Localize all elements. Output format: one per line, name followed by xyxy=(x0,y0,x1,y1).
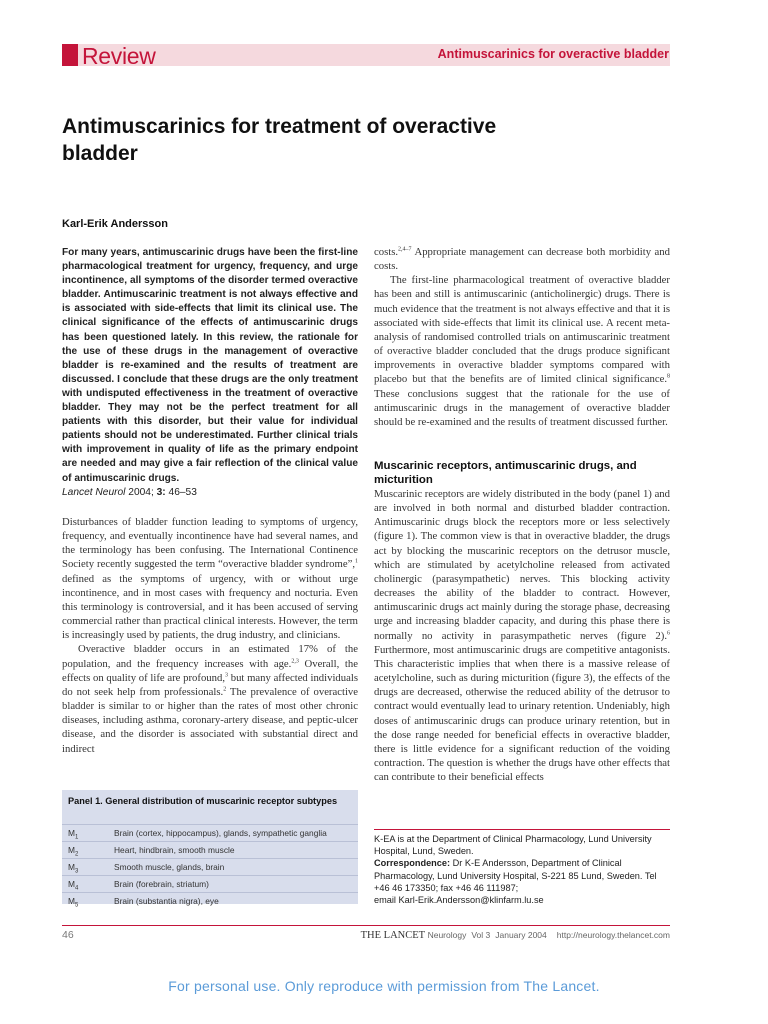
footer-rule xyxy=(62,925,670,926)
panel-row: $M_3$ Smooth muscle, glands, brain xyxy=(62,858,358,875)
reference-marker: 3 xyxy=(225,672,229,679)
panel-table xyxy=(62,824,358,909)
abstract: For many years, antimuscarinic drugs have been the first-line pharmacological treatment for urgency, frequency, and urge incontinence, all symptoms of the disorder termed overactive bladder. Antimuscarinic treatment is not always effective and is associated with side-effects that limit its clinical use. The clinical significance of the effects of antimuscarinic drugs has been questioned lately. In this review, the rationale for the use of these drugs in the management of overactive bladder is re-examined and the results of treatment are discussed. I conclude that these drugs are the only treatment with undisputed effectiveness in the treatment of overactive bladder. They may not be the perfect treatment for all patients with this disorder, but their value for individual patients should not be underestimated. Further clinical trials with improvement in quality of life as the primary endpoint are needed and may give a fair reflection of the clinical value of antimuscarinic drugs. xyxy=(62,247,358,484)
paragraph: costs.$^{2,4-7}$ Appropriate management can decrease both morbidity and costs. xyxy=(374,246,670,273)
journal-section: Neurology xyxy=(427,930,467,940)
citation-pages: 46–53 xyxy=(168,487,197,498)
panel-row: $M_1$ Brain (cortex, hippocampus), glands, sympathetic ganglia xyxy=(62,824,358,841)
panel-row: $M_2$ Heart, hindbrain, smooth muscle xyxy=(62,841,358,858)
article-title xyxy=(62,113,662,167)
email: email Karl-Erik.Andersson@klinfarm.lu.se xyxy=(374,895,544,906)
correspondence: Correspondence: Dr K-E Andersson, Department of Clinical Pharmacology, Lund University Hospital, S-221 85 Lund, Sweden. Tel +46 46 173350; fax +46 46 111987; xyxy=(374,858,657,893)
footer-journal-info xyxy=(361,930,670,941)
panel-row: $M_4$ Brain (forebrain, striatum) xyxy=(62,875,358,892)
paragraph: Disturbances of bladder function leading to symptoms of urgency, frequency, and eventually incontinence have had several names, and the terminology has been confusing. The International Continence Society recently suggested the term “overactive bladder syndrome”,$^1$ defined as the symptoms of urgency, with or without urge incontinence, and in most cases with frequency and nocturia. Even this terminology is controversial, and it has been accused of serving commercial rather than practical clinical interests. However, the term is increasingly used by patients, the drug industry, and clinicians. xyxy=(62,516,358,642)
reference-marker: 1 xyxy=(355,558,358,565)
panel-title: Panel 1. General distribution of muscarinic receptor subtypes xyxy=(68,796,338,806)
paragraph: Overactive bladder occurs in an estimated 17% of the population, and the frequency increases with age.$^{2,3}$ Overall, the effects on quality of life are profound,$^3$ but many affected individuals do not seek help from professionals.$^2$ The prevalence of overactive bladder is similar to or higher than the rates of most other chronic diseases, including asthma, coronary-artery disease, and peptic-ulcer disease, and the disorder is associated with substantial direct and indirect xyxy=(62,643,359,755)
citation-journal: Lancet Neurol xyxy=(62,487,126,498)
page-number: 46 xyxy=(62,929,74,941)
reference-marker: 2,3 xyxy=(291,658,299,664)
paragraph: Muscarinic receptors are widely distributed in the body (panel 1) and are involved in both normal and disturbed bladder contraction. Antimuscarinic drugs block the receptors more or less selectively (figure 1). The common view is that in overactive bladder, the drugs act by blocking the muscarinic receptors on the detrusor muscle, which are stimulated by acetylcholine released from activated cholinergic (parasympathetic) nerves. This blocking activity decreases the ability of the bladder to contract. However, antimuscarinic drugs act mainly during the storage phase, decreasing urge and increasing bladder capacity, and during this phase there is normally no activity in parasympathetic nerves (figure 2).$^6$ Furthermore, most antimuscarinic drugs are competitive antagonists. This characteristic implies that when there is a massive release of acetylcholine, such as during micturition (figure 3), the effects of the drugs are decreased, otherwise the reduced ability of the detrusor to contract would eventually lead to urinary retention. Undeniably, high doses of antimuscarinic drugs can produce urinary retention, but in the dose range needed for beneficial effects in overactive bladder, there is little evidence for a significant reduction of the voiding contraction. The question is whether the drugs have other effects that can contribute to their beneficial effects xyxy=(374,488,670,784)
personal-use-notice: For personal use. Only reproduce with permission from The Lancet. xyxy=(168,978,600,994)
journal-name: THE LANCET xyxy=(360,930,426,941)
journal-date: January 2004 xyxy=(495,930,547,940)
journal-volume: Vol 3 xyxy=(471,930,491,940)
affiliation-rule xyxy=(374,829,670,830)
affiliation-line: K-EA is at the Department of Clinical Pharmacology, Lund University Hospital, Lund, Sweden. xyxy=(374,834,652,857)
body-text-right-top xyxy=(374,245,670,429)
title-line-1: Antimuscarinics for treatment of overactive xyxy=(62,115,497,138)
section-label: Review xyxy=(82,43,156,69)
body-text-left xyxy=(62,515,358,756)
citation xyxy=(62,487,197,498)
citation-year: 2004; xyxy=(128,487,154,498)
header-accent-tab xyxy=(62,44,78,66)
panel-row: $M_5$ Brain (substantia nigra), eye xyxy=(62,892,358,909)
body-text-right xyxy=(374,487,670,784)
reference-marker: 2,4–7 xyxy=(398,246,412,253)
reference-marker: 2 xyxy=(223,686,227,693)
running-title: Antimuscarinics for overactive bladder xyxy=(437,47,669,61)
reference-marker: 6 xyxy=(667,630,670,636)
title-line-2: bladder xyxy=(62,142,138,165)
paragraph: The first-line pharmacological treatment of overactive bladder has been and still is antimuscarinic (anticholinergic) drugs. There is much evidence that the treatment is not always effective and that it is associated with side-effects that limit its clinical use. A recent meta-analysis of randomised controlled trials on antimuscarinic treatment of overactive bladder concluded that the drugs produce significant improvements in overactive bladder symptoms compared with placebo but that the benefits are of limited clinical significance.$^8$ These conclusions suggest that the rationale for the use of antimuscarinic drugs in the management of overactive bladder should be re-examined and the results of treatment discussed further. xyxy=(374,274,670,428)
reference-marker: 8 xyxy=(667,373,670,380)
citation-volume: 3: xyxy=(156,487,166,498)
journal-url[interactable]: http://neurology.thelancet.com xyxy=(556,930,670,940)
section-heading: Muscarinic receptors, antimuscarinic drugs, and micturition xyxy=(374,460,637,486)
affiliation xyxy=(374,833,670,906)
author-name: Karl-Erik Andersson xyxy=(62,218,168,230)
